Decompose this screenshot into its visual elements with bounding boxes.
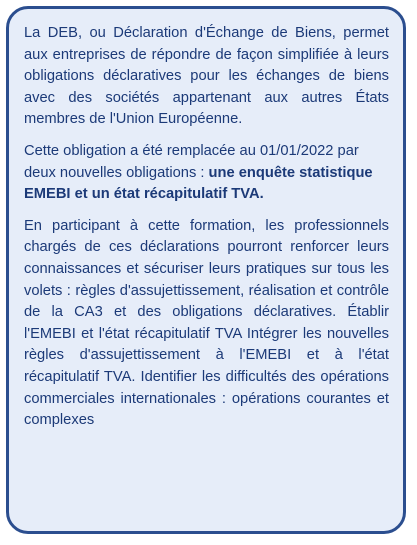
replacement-paragraph — [24, 141, 389, 206]
replacement-bold-text: une enquête statistique EMEBI et un état récapitulatif TVA. — [24, 164, 373, 203]
deb-definition-text: La DEB, ou Déclaration d'Échange de Biens, permet aux entreprises de répondre de façon simplifiée à leurs obligations déclaratives pour les échanges de biens avec des sociétés appartenant aux autres États membres de l'Union Européenne. — [24, 25, 389, 128]
training-description-text: En participant à cette formation, les professionnels chargés de ces déclarations pourront renforcer leurs connaissances et sécuriser leurs pratiques sur tous les volets : règles d'assujettissement, réalisation et contrôle de la CA3 et des obligations déclaratives. Établir l'EMEBI et l'état récapitulatif TVA Intégrer les nouvelles règles d'assujettissement à l'EMEBI et à l'état récapitulatif TVA. Identifier les difficultés des opérations commerciales internationales : opérations courantes et complexes — [24, 217, 389, 429]
training-paragraph — [24, 216, 389, 432]
replacement-intro-text: Cette obligation a été remplacée au 01/01/2022 par deux nouvelles obligations : — [24, 142, 359, 181]
intro-paragraph — [24, 23, 389, 131]
info-card — [6, 6, 406, 534]
